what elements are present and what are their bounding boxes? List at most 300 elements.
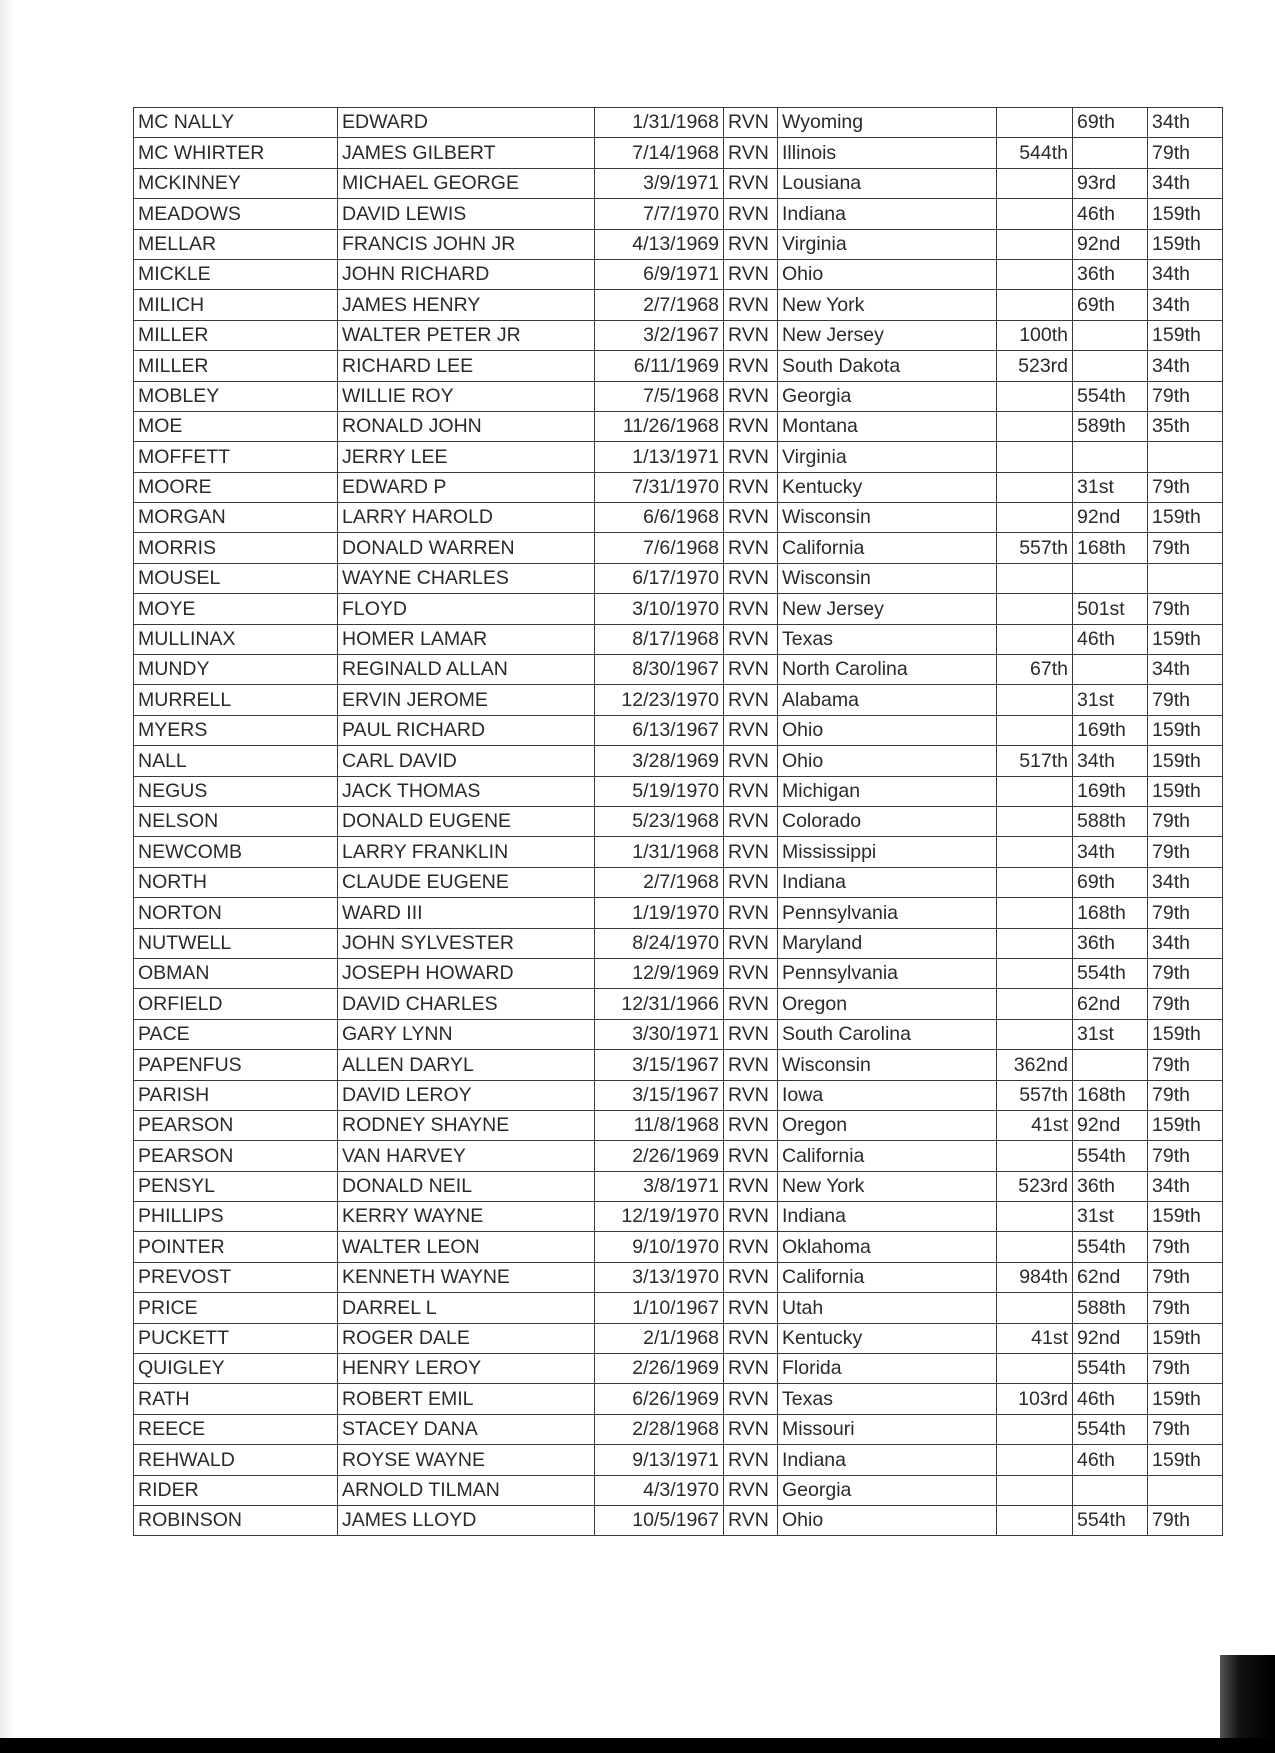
state-cell: New York <box>778 1171 997 1201</box>
last-name-cell: PUCKETT <box>134 1323 338 1353</box>
date-cell: 6/9/1971 <box>595 259 724 289</box>
state-cell: Texas <box>778 1384 997 1414</box>
unit-cell <box>997 1202 1073 1232</box>
date-cell: 1/19/1970 <box>595 898 724 928</box>
unit-cell: 31st <box>1073 1019 1148 1049</box>
first-name-cell: RONALD JOHN <box>338 411 595 441</box>
unit-cell: 159th <box>1148 1445 1223 1475</box>
unit-cell: 168th <box>1073 898 1148 928</box>
first-name-cell: HENRY LEROY <box>338 1354 595 1384</box>
country-cell: RVN <box>724 503 778 533</box>
table-row <box>134 1323 1223 1353</box>
first-name-cell: STACEY DANA <box>338 1414 595 1444</box>
table-row <box>134 898 1223 928</box>
date-cell: 4/13/1969 <box>595 229 724 259</box>
last-name-cell: RIDER <box>134 1475 338 1505</box>
table-row <box>134 1171 1223 1201</box>
table-row <box>134 1505 1223 1535</box>
unit-cell: 557th <box>997 533 1073 563</box>
country-cell: RVN <box>724 624 778 654</box>
state-cell: Pennsylvania <box>778 958 997 988</box>
state-cell: Indiana <box>778 1202 997 1232</box>
unit-cell <box>997 1293 1073 1323</box>
unit-cell: 31st <box>1073 1202 1148 1232</box>
table-row <box>134 1475 1223 1505</box>
unit-cell <box>997 229 1073 259</box>
last-name-cell: PENSYL <box>134 1171 338 1201</box>
unit-cell: 169th <box>1073 715 1148 745</box>
table-row <box>134 290 1223 320</box>
first-name-cell: LARRY HAROLD <box>338 503 595 533</box>
unit-cell: 159th <box>1148 1019 1223 1049</box>
unit-cell: 46th <box>1073 1384 1148 1414</box>
date-cell: 3/2/1967 <box>595 320 724 350</box>
state-cell: Iowa <box>778 1080 997 1110</box>
date-cell: 7/31/1970 <box>595 472 724 502</box>
first-name-cell: RICHARD LEE <box>338 351 595 381</box>
unit-cell: 69th <box>1073 867 1148 897</box>
first-name-cell: EDWARD <box>338 108 595 138</box>
first-name-cell: HOMER LAMAR <box>338 624 595 654</box>
state-cell: Missouri <box>778 1414 997 1444</box>
unit-cell: 79th <box>1148 472 1223 502</box>
unit-cell: 544th <box>997 138 1073 168</box>
date-cell: 8/17/1968 <box>595 624 724 654</box>
country-cell: RVN <box>724 259 778 289</box>
unit-cell <box>997 776 1073 806</box>
unit-cell <box>997 867 1073 897</box>
unit-cell <box>997 1354 1073 1384</box>
state-cell: Utah <box>778 1293 997 1323</box>
country-cell: RVN <box>724 1050 778 1080</box>
first-name-cell: ROBERT EMIL <box>338 1384 595 1414</box>
country-cell: RVN <box>724 1232 778 1262</box>
last-name-cell: MC NALLY <box>134 108 338 138</box>
last-name-cell: NORTH <box>134 867 338 897</box>
unit-cell: 588th <box>1073 1293 1148 1323</box>
roster-table <box>133 107 1223 1536</box>
state-cell: New York <box>778 290 997 320</box>
table-row <box>134 624 1223 654</box>
unit-cell: 79th <box>1148 1505 1223 1535</box>
last-name-cell: NUTWELL <box>134 928 338 958</box>
table-row <box>134 442 1223 472</box>
last-name-cell: PREVOST <box>134 1262 338 1292</box>
table-row <box>134 1445 1223 1475</box>
first-name-cell: REGINALD ALLAN <box>338 655 595 685</box>
first-name-cell: JAMES HENRY <box>338 290 595 320</box>
table-row <box>134 472 1223 502</box>
date-cell: 10/5/1967 <box>595 1505 724 1535</box>
scan-page-edge <box>0 0 14 1753</box>
table-row <box>134 806 1223 836</box>
unit-cell: 92nd <box>1073 1323 1148 1353</box>
last-name-cell: MYERS <box>134 715 338 745</box>
unit-cell <box>1148 1475 1223 1505</box>
table-row <box>134 199 1223 229</box>
first-name-cell: JOHN RICHARD <box>338 259 595 289</box>
last-name-cell: MELLAR <box>134 229 338 259</box>
first-name-cell: FLOYD <box>338 594 595 624</box>
unit-cell: 589th <box>1073 411 1148 441</box>
unit-cell <box>997 259 1073 289</box>
first-name-cell: DAVID LEWIS <box>338 199 595 229</box>
country-cell: RVN <box>724 563 778 593</box>
unit-cell <box>997 1141 1073 1171</box>
unit-cell: 31st <box>1073 685 1148 715</box>
unit-cell <box>997 442 1073 472</box>
state-cell: Wisconsin <box>778 563 997 593</box>
country-cell: RVN <box>724 594 778 624</box>
table-row <box>134 685 1223 715</box>
table-row <box>134 594 1223 624</box>
state-cell: Ohio <box>778 259 997 289</box>
unit-cell: 35th <box>1148 411 1223 441</box>
unit-cell: 79th <box>1148 806 1223 836</box>
unit-cell: 79th <box>1148 1050 1223 1080</box>
date-cell: 12/19/1970 <box>595 1202 724 1232</box>
table-row <box>134 1414 1223 1444</box>
first-name-cell: WALTER PETER JR <box>338 320 595 350</box>
state-cell: Indiana <box>778 199 997 229</box>
unit-cell: 79th <box>1148 1141 1223 1171</box>
state-cell: New Jersey <box>778 594 997 624</box>
roster-body <box>134 108 1223 1536</box>
unit-cell: 36th <box>1073 1171 1148 1201</box>
unit-cell: 159th <box>1148 1110 1223 1140</box>
first-name-cell: KENNETH WAYNE <box>338 1262 595 1292</box>
country-cell: RVN <box>724 290 778 320</box>
date-cell: 3/15/1967 <box>595 1080 724 1110</box>
first-name-cell: ROGER DALE <box>338 1323 595 1353</box>
state-cell: Georgia <box>778 1475 997 1505</box>
first-name-cell: JAMES GILBERT <box>338 138 595 168</box>
date-cell: 5/23/1968 <box>595 806 724 836</box>
unit-cell: 984th <box>997 1262 1073 1292</box>
unit-cell: 34th <box>1073 837 1148 867</box>
first-name-cell: FRANCIS JOHN JR <box>338 229 595 259</box>
date-cell: 2/26/1969 <box>595 1141 724 1171</box>
last-name-cell: MOUSEL <box>134 563 338 593</box>
last-name-cell: REHWALD <box>134 1445 338 1475</box>
last-name-cell: ORFIELD <box>134 989 338 1019</box>
state-cell: New Jersey <box>778 320 997 350</box>
unit-cell <box>997 1505 1073 1535</box>
country-cell: RVN <box>724 1323 778 1353</box>
last-name-cell: NORTON <box>134 898 338 928</box>
unit-cell: 79th <box>1148 1080 1223 1110</box>
state-cell: California <box>778 533 997 563</box>
table-row <box>134 351 1223 381</box>
country-cell: RVN <box>724 320 778 350</box>
unit-cell: 79th <box>1148 1262 1223 1292</box>
unit-cell: 46th <box>1073 199 1148 229</box>
table-row <box>134 1141 1223 1171</box>
first-name-cell: CARL DAVID <box>338 746 595 776</box>
table-row <box>134 320 1223 350</box>
table-row <box>134 108 1223 138</box>
unit-cell: 92nd <box>1073 503 1148 533</box>
first-name-cell: DONALD NEIL <box>338 1171 595 1201</box>
unit-cell: 501st <box>1073 594 1148 624</box>
date-cell: 12/9/1969 <box>595 958 724 988</box>
last-name-cell: PHILLIPS <box>134 1202 338 1232</box>
last-name-cell: MICKLE <box>134 259 338 289</box>
country-cell: RVN <box>724 989 778 1019</box>
state-cell: Mississippi <box>778 837 997 867</box>
unit-cell: 159th <box>1148 229 1223 259</box>
unit-cell: 557th <box>997 1080 1073 1110</box>
country-cell: RVN <box>724 806 778 836</box>
first-name-cell: PAUL RICHARD <box>338 715 595 745</box>
table-row <box>134 138 1223 168</box>
date-cell: 3/8/1971 <box>595 1171 724 1201</box>
unit-cell: 554th <box>1073 381 1148 411</box>
date-cell: 6/26/1969 <box>595 1384 724 1414</box>
unit-cell <box>997 1232 1073 1262</box>
unit-cell: 588th <box>1073 806 1148 836</box>
date-cell: 7/5/1968 <box>595 381 724 411</box>
first-name-cell: DAVID CHARLES <box>338 989 595 1019</box>
country-cell: RVN <box>724 1110 778 1140</box>
state-cell: Kentucky <box>778 472 997 502</box>
state-cell: Pennsylvania <box>778 898 997 928</box>
country-cell: RVN <box>724 1293 778 1323</box>
first-name-cell: MICHAEL GEORGE <box>338 168 595 198</box>
unit-cell: 79th <box>1148 1232 1223 1262</box>
first-name-cell: LARRY FRANKLIN <box>338 837 595 867</box>
country-cell: RVN <box>724 381 778 411</box>
country-cell: RVN <box>724 776 778 806</box>
state-cell: Virginia <box>778 229 997 259</box>
unit-cell <box>997 503 1073 533</box>
unit-cell: 67th <box>997 655 1073 685</box>
last-name-cell: MILLER <box>134 351 338 381</box>
unit-cell <box>997 199 1073 229</box>
unit-cell: 79th <box>1148 1293 1223 1323</box>
date-cell: 9/10/1970 <box>595 1232 724 1262</box>
country-cell: RVN <box>724 1384 778 1414</box>
unit-cell: 41st <box>997 1110 1073 1140</box>
state-cell: Lousiana <box>778 168 997 198</box>
unit-cell: 79th <box>1148 837 1223 867</box>
country-cell: RVN <box>724 1475 778 1505</box>
unit-cell: 41st <box>997 1323 1073 1353</box>
table-row <box>134 229 1223 259</box>
table-row <box>134 533 1223 563</box>
first-name-cell: ERVIN JEROME <box>338 685 595 715</box>
first-name-cell: GARY LYNN <box>338 1019 595 1049</box>
last-name-cell: RATH <box>134 1384 338 1414</box>
table-row <box>134 1202 1223 1232</box>
unit-cell: 517th <box>997 746 1073 776</box>
country-cell: RVN <box>724 715 778 745</box>
unit-cell: 554th <box>1073 1354 1148 1384</box>
first-name-cell: JERRY LEE <box>338 442 595 472</box>
unit-cell <box>997 411 1073 441</box>
unit-cell: 159th <box>1148 1202 1223 1232</box>
unit-cell: 523rd <box>997 1171 1073 1201</box>
unit-cell: 79th <box>1148 1414 1223 1444</box>
unit-cell <box>997 472 1073 502</box>
table-row <box>134 1110 1223 1140</box>
last-name-cell: MOE <box>134 411 338 441</box>
first-name-cell: WALTER LEON <box>338 1232 595 1262</box>
unit-cell: 79th <box>1148 381 1223 411</box>
table-row <box>134 1384 1223 1414</box>
country-cell: RVN <box>724 958 778 988</box>
date-cell: 5/19/1970 <box>595 776 724 806</box>
country-cell: RVN <box>724 1019 778 1049</box>
table-row <box>134 837 1223 867</box>
state-cell: Kentucky <box>778 1323 997 1353</box>
unit-cell: 69th <box>1073 108 1148 138</box>
country-cell: RVN <box>724 472 778 502</box>
first-name-cell: WARD III <box>338 898 595 928</box>
state-cell: Florida <box>778 1354 997 1384</box>
state-cell: Ohio <box>778 746 997 776</box>
unit-cell: 46th <box>1073 624 1148 654</box>
last-name-cell: MUNDY <box>134 655 338 685</box>
first-name-cell: WAYNE CHARLES <box>338 563 595 593</box>
unit-cell <box>1073 655 1148 685</box>
unit-cell <box>997 837 1073 867</box>
date-cell: 1/13/1971 <box>595 442 724 472</box>
date-cell: 9/13/1971 <box>595 1445 724 1475</box>
first-name-cell: JACK THOMAS <box>338 776 595 806</box>
state-cell: Georgia <box>778 381 997 411</box>
unit-cell <box>997 989 1073 1019</box>
state-cell: Ohio <box>778 715 997 745</box>
unit-cell <box>997 624 1073 654</box>
unit-cell: 159th <box>1148 746 1223 776</box>
last-name-cell: ROBINSON <box>134 1505 338 1535</box>
unit-cell: 92nd <box>1073 1110 1148 1140</box>
unit-cell: 159th <box>1148 776 1223 806</box>
table-row <box>134 655 1223 685</box>
unit-cell: 554th <box>1073 1414 1148 1444</box>
last-name-cell: MOYE <box>134 594 338 624</box>
first-name-cell: ALLEN DARYL <box>338 1050 595 1080</box>
date-cell: 3/28/1969 <box>595 746 724 776</box>
state-cell: South Carolina <box>778 1019 997 1049</box>
date-cell: 6/6/1968 <box>595 503 724 533</box>
table-row <box>134 746 1223 776</box>
last-name-cell: MILLER <box>134 320 338 350</box>
date-cell: 3/9/1971 <box>595 168 724 198</box>
unit-cell: 62nd <box>1073 989 1148 1019</box>
first-name-cell: JAMES LLOYD <box>338 1505 595 1535</box>
table-row <box>134 1293 1223 1323</box>
date-cell: 3/15/1967 <box>595 1050 724 1080</box>
first-name-cell: WILLIE ROY <box>338 381 595 411</box>
unit-cell <box>1148 442 1223 472</box>
last-name-cell: MEADOWS <box>134 199 338 229</box>
date-cell: 3/30/1971 <box>595 1019 724 1049</box>
table-row <box>134 503 1223 533</box>
country-cell: RVN <box>724 1171 778 1201</box>
country-cell: RVN <box>724 138 778 168</box>
unit-cell: 34th <box>1148 168 1223 198</box>
state-cell: California <box>778 1262 997 1292</box>
unit-cell <box>997 1445 1073 1475</box>
last-name-cell: NALL <box>134 746 338 776</box>
unit-cell: 554th <box>1073 958 1148 988</box>
unit-cell <box>997 715 1073 745</box>
unit-cell: 168th <box>1073 533 1148 563</box>
table-row <box>134 776 1223 806</box>
unit-cell: 554th <box>1073 1232 1148 1262</box>
unit-cell: 93rd <box>1073 168 1148 198</box>
table-row <box>134 381 1223 411</box>
last-name-cell: MILICH <box>134 290 338 320</box>
country-cell: RVN <box>724 867 778 897</box>
first-name-cell: CLAUDE EUGENE <box>338 867 595 897</box>
country-cell: RVN <box>724 1505 778 1535</box>
unit-cell: 36th <box>1073 259 1148 289</box>
table-row <box>134 1262 1223 1292</box>
last-name-cell: MC WHIRTER <box>134 138 338 168</box>
unit-cell <box>997 1475 1073 1505</box>
unit-cell <box>1073 138 1148 168</box>
country-cell: RVN <box>724 411 778 441</box>
last-name-cell: MOBLEY <box>134 381 338 411</box>
country-cell: RVN <box>724 533 778 563</box>
country-cell: RVN <box>724 1202 778 1232</box>
state-cell: South Dakota <box>778 351 997 381</box>
unit-cell: 362nd <box>997 1050 1073 1080</box>
state-cell: Virginia <box>778 442 997 472</box>
country-cell: RVN <box>724 199 778 229</box>
date-cell: 11/26/1968 <box>595 411 724 441</box>
date-cell: 6/13/1967 <box>595 715 724 745</box>
unit-cell: 159th <box>1148 1384 1223 1414</box>
unit-cell: 62nd <box>1073 1262 1148 1292</box>
unit-cell: 159th <box>1148 624 1223 654</box>
unit-cell: 159th <box>1148 199 1223 229</box>
date-cell: 2/7/1968 <box>595 867 724 897</box>
unit-cell: 34th <box>1148 1171 1223 1201</box>
unit-cell: 79th <box>1148 533 1223 563</box>
state-cell: California <box>778 1141 997 1171</box>
date-cell: 1/10/1967 <box>595 1293 724 1323</box>
country-cell: RVN <box>724 168 778 198</box>
unit-cell: 159th <box>1148 1323 1223 1353</box>
country-cell: RVN <box>724 108 778 138</box>
unit-cell <box>997 594 1073 624</box>
first-name-cell: ARNOLD TILMAN <box>338 1475 595 1505</box>
country-cell: RVN <box>724 229 778 259</box>
unit-cell <box>1148 563 1223 593</box>
unit-cell: 554th <box>1073 1141 1148 1171</box>
country-cell: RVN <box>724 1262 778 1292</box>
date-cell: 2/28/1968 <box>595 1414 724 1444</box>
unit-cell <box>997 168 1073 198</box>
last-name-cell: NEGUS <box>134 776 338 806</box>
last-name-cell: REECE <box>134 1414 338 1444</box>
unit-cell: 168th <box>1073 1080 1148 1110</box>
first-name-cell: JOHN SYLVESTER <box>338 928 595 958</box>
country-cell: RVN <box>724 898 778 928</box>
state-cell: Illinois <box>778 138 997 168</box>
unit-cell: 523rd <box>997 351 1073 381</box>
country-cell: RVN <box>724 837 778 867</box>
unit-cell <box>997 685 1073 715</box>
table-row <box>134 411 1223 441</box>
state-cell: Oklahoma <box>778 1232 997 1262</box>
first-name-cell: DAVID LEROY <box>338 1080 595 1110</box>
last-name-cell: MOORE <box>134 472 338 502</box>
